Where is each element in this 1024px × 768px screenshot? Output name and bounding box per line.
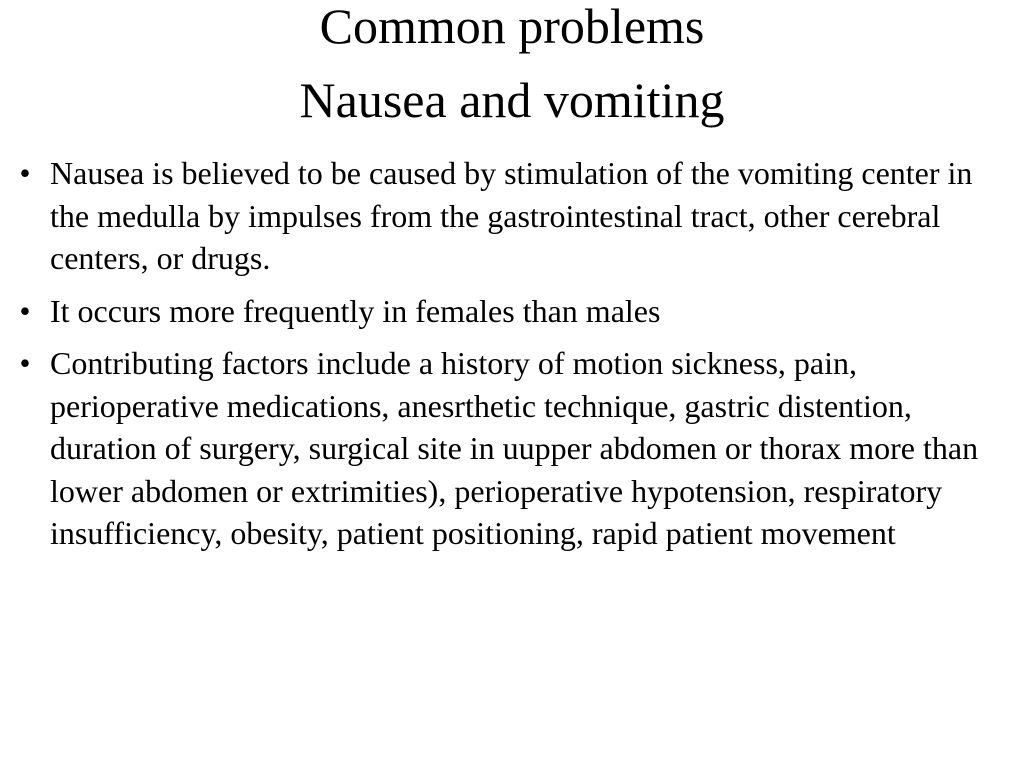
bullet-item-1 <box>10 152 990 280</box>
bullet-dot-icon: • <box>19 292 31 329</box>
bullet-dot-icon: • <box>19 345 31 381</box>
bullet-text: Nausea is believed to be caused by stimulation of the vomiting center in the medulla by impulses from the gastrointestinal tract, other cerebral centers, or drugs. <box>50 155 973 276</box>
bullet-item-2 <box>10 290 990 333</box>
bullet-text: Contributing factors include a history of motion sickness, pain, perioperative medications, anesrthetic technique, gastric distention, duration of surgery, surgical site in uupper abdomen or thorax more than lower abdomen or extrimities), perioperative hypotension, respiratory insufficiency, obesity, patient positioning, rapid patient movement <box>50 345 979 551</box>
title-line-2: Nausea and vomiting <box>299 72 725 128</box>
title-line-1: Common problems <box>319 0 705 54</box>
bullet-list <box>10 152 990 565</box>
bullet-text: It occurs more frequently in females than males <box>50 292 661 329</box>
bullet-dot-icon: • <box>19 155 31 191</box>
bullet-item-3 <box>10 342 990 555</box>
slide-title <box>0 0 1024 128</box>
